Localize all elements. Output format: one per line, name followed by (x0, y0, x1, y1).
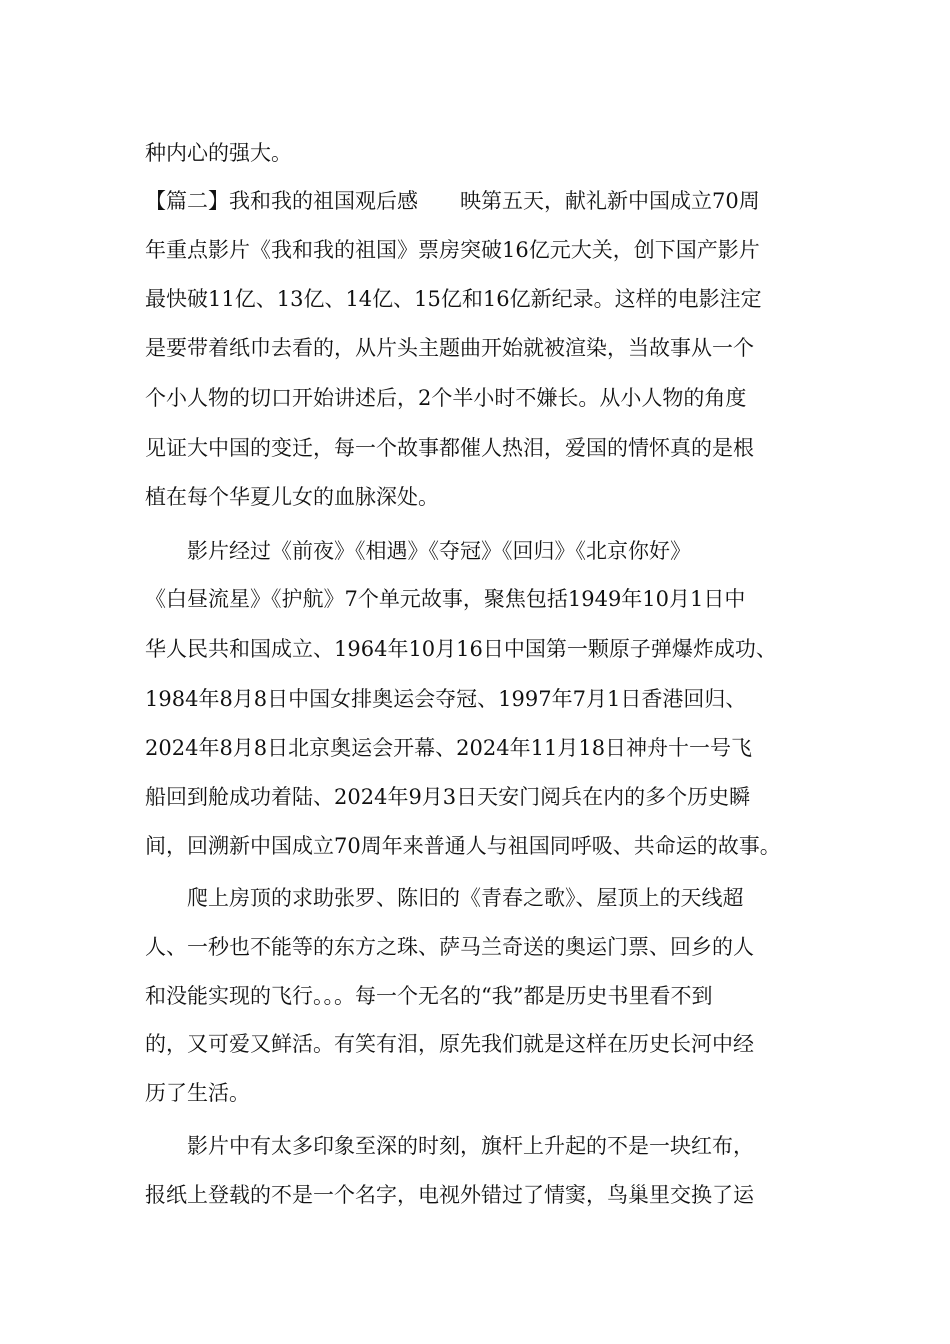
text-line-16: 爬上房顶的求助张罗、陈旧的《青春之歌》、屋顶上的天线超 (145, 886, 744, 910)
text-line-5: 是要带着纸巾去看的，从片头主题曲开始就被渲染，当故事从一个 (145, 336, 754, 360)
text-line-15: 间，回溯新中国成立70周年来普通人与祖国同呼吸、共命运的故事。 (145, 834, 781, 858)
text-line-1: 种内心的强大。 (145, 141, 292, 165)
text-line-4: 最快破11亿、13亿、14亿、15亿和16亿新纪录。这样的电影注定 (145, 287, 762, 311)
text-line-9: 影片经过《前夜》《相遇》《夺冠》《回归》《北京你好》 (145, 539, 691, 563)
text-line-10: 《白昼流星》《护航》7个单元故事，聚焦包括1949年10月1日中 (145, 587, 746, 611)
text-line-6: 个小人物的切口开始讲述后，2个半小时不嫌长。从小人物的角度 (145, 386, 747, 410)
text-line-13: 2024年8月8日北京奥运会开幕、2024年11月18日神舟十一号飞 (145, 736, 753, 760)
text-line-17: 人、一秒也不能等的东方之珠、萨马兰奇送的奥运门票、回乡的人 (145, 935, 754, 959)
text-line-18: 和没能实现的飞行。。。每一个无名的“我”都是历史书里看不到 (145, 984, 713, 1008)
text-line-12: 1984年8月8日中国女排奥运会夺冠、1997年7月1日香港回归、 (145, 687, 747, 711)
text-line-11: 华人民共和国成立、1964年10月16日中国第一颗原子弹爆炸成功、 (145, 637, 777, 661)
text-line-2: 【篇二】我和我的祖国观后感 映第五天，献礼新中国成立70周 (145, 189, 760, 213)
text-line-22: 报纸上登载的不是一个名字，电视外错过了情窦，鸟巢里交换了运 (145, 1183, 754, 1207)
text-line-20: 历了生活。 (145, 1081, 250, 1105)
text-line-14: 船回到舱成功着陆、2024年9月3日天安门阅兵在内的多个历史瞬 (145, 785, 751, 809)
text-line-19: 的，又可爱又鲜活。有笑有泪，原先我们就是这样在历史长河中经 (145, 1032, 754, 1056)
text-line-21: 影片中有太多印象至深的时刻，旗杆上升起的不是一块红布， (145, 1134, 754, 1158)
text-line-3: 年重点影片《我和我的祖国》票房突破16亿元大关，创下国产影片 (145, 238, 760, 262)
text-line-7: 见证大中国的变迁，每一个故事都催人热泪，爱国的情怀真的是根 (145, 436, 754, 460)
text-line-8: 植在每个华夏儿女的血脉深处。 (145, 485, 439, 509)
